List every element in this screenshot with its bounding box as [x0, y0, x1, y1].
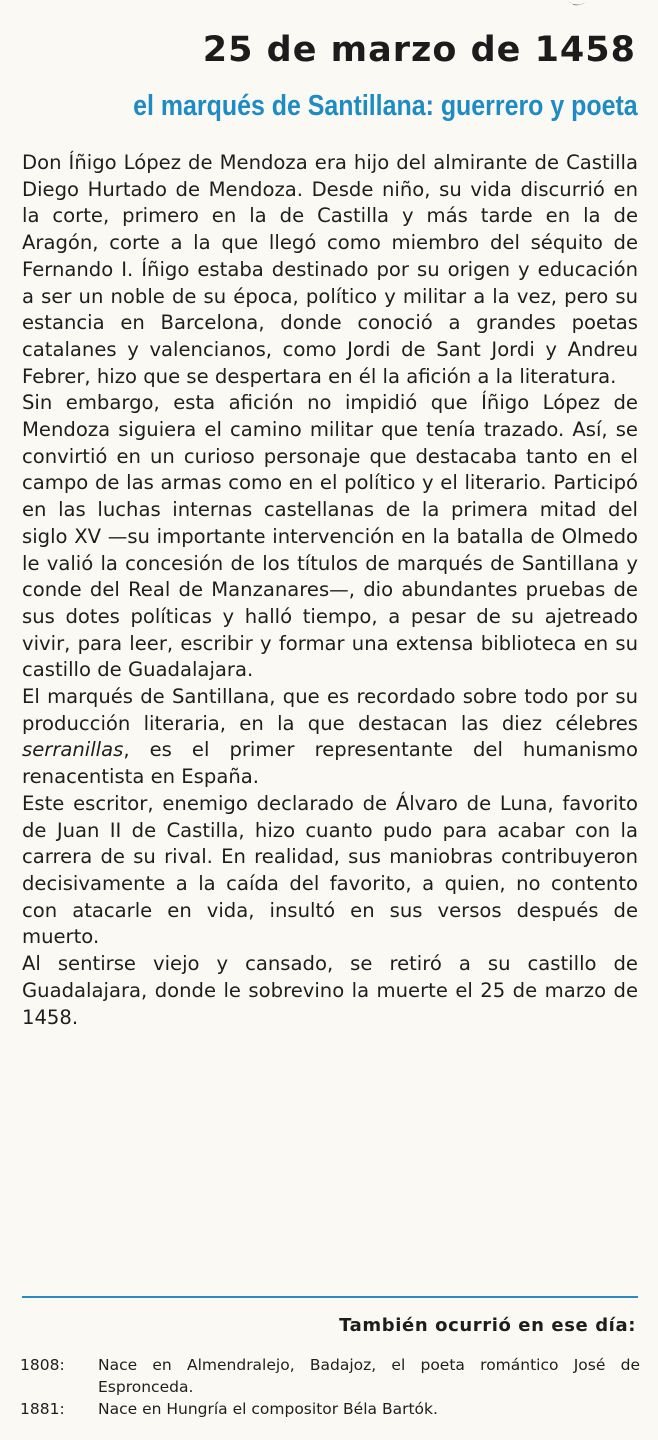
page-subtitle: el marqués de Santillana: guerrero y poeta	[133, 90, 638, 122]
article-paragraph: Este escritor, enemigo declarado de Álvaro de Luna, favorito de Juan II de Castilla, hizo cuanto pudo para acabar con la carrera de su rival. En realidad, sus maniobras contribuyeron decisivamente a la caída del favorito, a quien, no contento con atacarle en vida, insultó en sus versos después de muerto.	[22, 791, 638, 949]
article-paragraph: Al sentirse viejo y cansado, se retiró a su castillo de Guadalajara, donde le sobrevino la muerte el 25 de marzo de 1458.	[22, 952, 638, 1029]
page-title: 25 de marzo de 1458	[202, 30, 636, 70]
event-text: Nace en Hungría el compositor Béla Bartók.	[98, 1400, 438, 1418]
article-paragraph: Don Íñigo López de Mendoza era hijo del almirante de Castilla Diego Hurtado de Mendoza. Desde niño, su vida discurrió en la corte, primero en la de Castilla y más tarde en la de Aragón, corte a la que llegó como miembro del séquito de Fernando I. Íñigo estaba destinado por su origen y educación a ser un noble de su época, político y militar a la vez, pero su estancia en Barcelona, donde conoció a grandes poetas catalanes y valencianos, como Jordi de Sant Jordi y Andreu Febrer, hizo que se despertara en él la afición a la literatura.	[22, 151, 638, 388]
article-paragraph	[22, 684, 638, 791]
paragraph-text: , es el primer representante del humanismo renacentista en España.	[22, 738, 638, 789]
paragraph-text: El marqués de Santillana, que es recordado sobre todo por su producción literaria, en la que destacan las diez célebres	[22, 685, 638, 735]
event-text: Nace en Almendralejo, Badajoz, el poeta romántico José de Espronceda.	[98, 1356, 640, 1396]
event-item	[20, 1354, 640, 1398]
also-happened-heading: También ocurrió en ese día:	[339, 1315, 636, 1336]
events-list	[20, 1354, 640, 1420]
article-paragraph: Sin embargo, esta afición no impidió que Íñigo López de Mendoza siguiera el camino militar que tenía trazado. Así, se convirtió en un curioso personaje que destacaba tanto en el campo de las armas como en el político y el literario. Participó en las luchas internas castellanas de la primera mitad del siglo XV —su importante intervención en la batalla de Olmedo le valió la concesión de los títulos de marqués de Santillana y conde del Real de Manzanares—, dio abundantes pruebas de sus dotes políticas y halló tiempo, a pesar de su ajetreado vivir, para leer, escribir y formar una extensa biblioteca en su castillo de Guadalajara.	[22, 391, 638, 682]
article-body	[22, 150, 638, 1031]
italic-term: serranillas	[22, 738, 124, 762]
event-year: 1808:	[20, 1356, 65, 1374]
event-item	[20, 1398, 640, 1420]
ink-spot-mark	[566, 0, 588, 10]
section-divider	[22, 1296, 638, 1298]
event-year: 1881:	[20, 1400, 65, 1418]
